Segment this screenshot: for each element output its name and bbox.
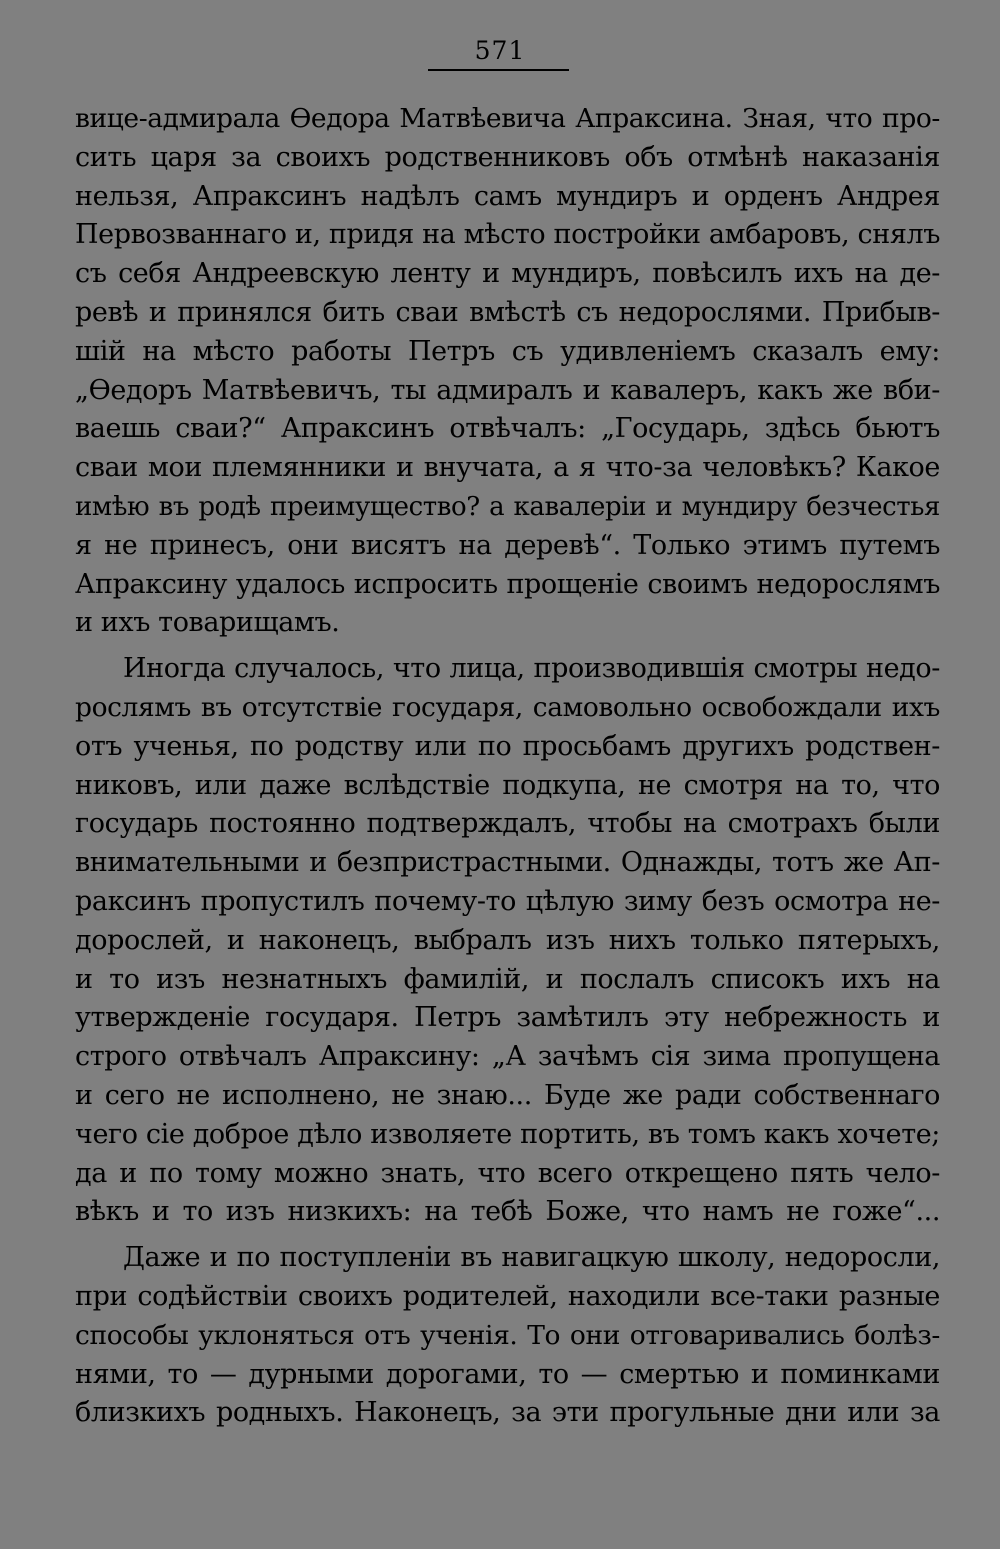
text-line: чего сіе доброе дѣло изволяете портить, въ томъ какъ хочете;	[75, 1118, 940, 1150]
text-line: я не принесъ, они висятъ на деревѣ“. Только этимъ путемъ	[75, 529, 940, 561]
page-number-rule	[428, 69, 569, 71]
text-line: шій на мѣсто работы Петръ съ удивленіемъ сказалъ ему:	[75, 335, 940, 367]
text-line: раксинъ пропустилъ почему-то цѣлую зиму безъ осмотра не-	[75, 885, 940, 917]
text-line: ваешь сваи?“ Апраксинъ отвѣчалъ: „Государь, здѣсь бьютъ	[75, 413, 940, 445]
text-line: государь постоянно подтверждалъ, чтобы на смотрахъ были	[75, 808, 940, 840]
text-line: никовъ, или даже вслѣдствіе подкупа, не смотря на то, что	[75, 769, 940, 801]
text-line: дорослей, и наконецъ, выбралъ изъ нихъ только пятерыхъ,	[75, 924, 940, 956]
paragraph-3	[75, 1239, 940, 1433]
text-line: и ихъ товарищамъ.	[75, 607, 340, 639]
text-line: внимательными и безпристрастными. Однажды, тотъ же Ап-	[75, 847, 940, 879]
text-line: да и по тому можно знать, что всего открещено пять чело-	[75, 1157, 940, 1189]
text-line: сить царя за своихъ родственниковъ объ отмѣнѣ наказанія	[75, 141, 940, 173]
text-line: нями, то — дурными дорогами, то — смертью и поминками	[75, 1358, 940, 1390]
text-line: Первозваннаго и, придя на мѣсто постройки амбаровъ, снялъ	[75, 219, 940, 251]
text-line: отъ ученья, по родству или по просьбамъ другихъ родствен-	[75, 730, 940, 762]
text-line: нельзя, Апраксинъ надѣлъ самъ мундиръ и орденъ Андрея	[75, 180, 940, 212]
text-line: имѣю въ родѣ преимущество? а кавалеріи и мундиру безчестья	[75, 491, 940, 522]
paragraph-2	[75, 650, 940, 1232]
page-number: 571	[474, 36, 526, 65]
text-line: строго отвѣчалъ Апраксину: „А зачѣмъ сія зима пропущена	[75, 1041, 940, 1073]
text-line: Даже и по поступленіи въ навигацкую школу, недоросли,	[123, 1242, 940, 1274]
text-line: сваи мои племянники и внучата, а я что-за человѣкъ? Какое	[75, 452, 940, 484]
text-line: способы уклоняться отъ ученія. То они отговаривались болѣз-	[75, 1319, 940, 1351]
text-line: близкихъ родныхъ. Наконецъ, за эти прогульные дни или за	[75, 1397, 940, 1429]
text-line: и то изъ незнатныхъ фамилій, и послалъ списокъ ихъ на	[75, 963, 940, 995]
text-line: Иногда случалось, что лица, производившія смотры недо-	[123, 653, 940, 685]
text-line: ревѣ и принялся бить сваи вмѣстѣ съ недорослями. Прибыв-	[75, 296, 940, 328]
text-line: вице-адмирала Өедора Матвѣевича Апраксина. Зная, что про-	[75, 103, 940, 134]
text-line: вѣкъ и то изъ низкихъ: на тебѣ Боже, что намъ не гоже“...	[75, 1196, 940, 1228]
text-line: Апраксину удалось испросить прощеніе своимъ недорослямъ	[75, 568, 940, 600]
text-line: утвержденіе государя. Петръ замѣтилъ эту небрежность и	[75, 1002, 940, 1034]
text-line: съ себя Андреевскую ленту и мундиръ, повѣсилъ ихъ на де-	[75, 258, 940, 290]
text-line: „Өедоръ Матвѣевичъ, ты адмиралъ и кавалеръ, какъ же вби-	[75, 374, 940, 406]
paragraph-1	[75, 100, 940, 643]
text-line: и сего не исполнено, не знаю... Буде же ради собственнаго	[75, 1079, 940, 1111]
text-line: рослямъ въ отсутствіе государя, самовольно освобождали ихъ	[75, 691, 940, 723]
body-text	[75, 100, 940, 1433]
text-line: при содѣйствіи своихъ родителей, находили все-таки разные	[75, 1280, 940, 1312]
